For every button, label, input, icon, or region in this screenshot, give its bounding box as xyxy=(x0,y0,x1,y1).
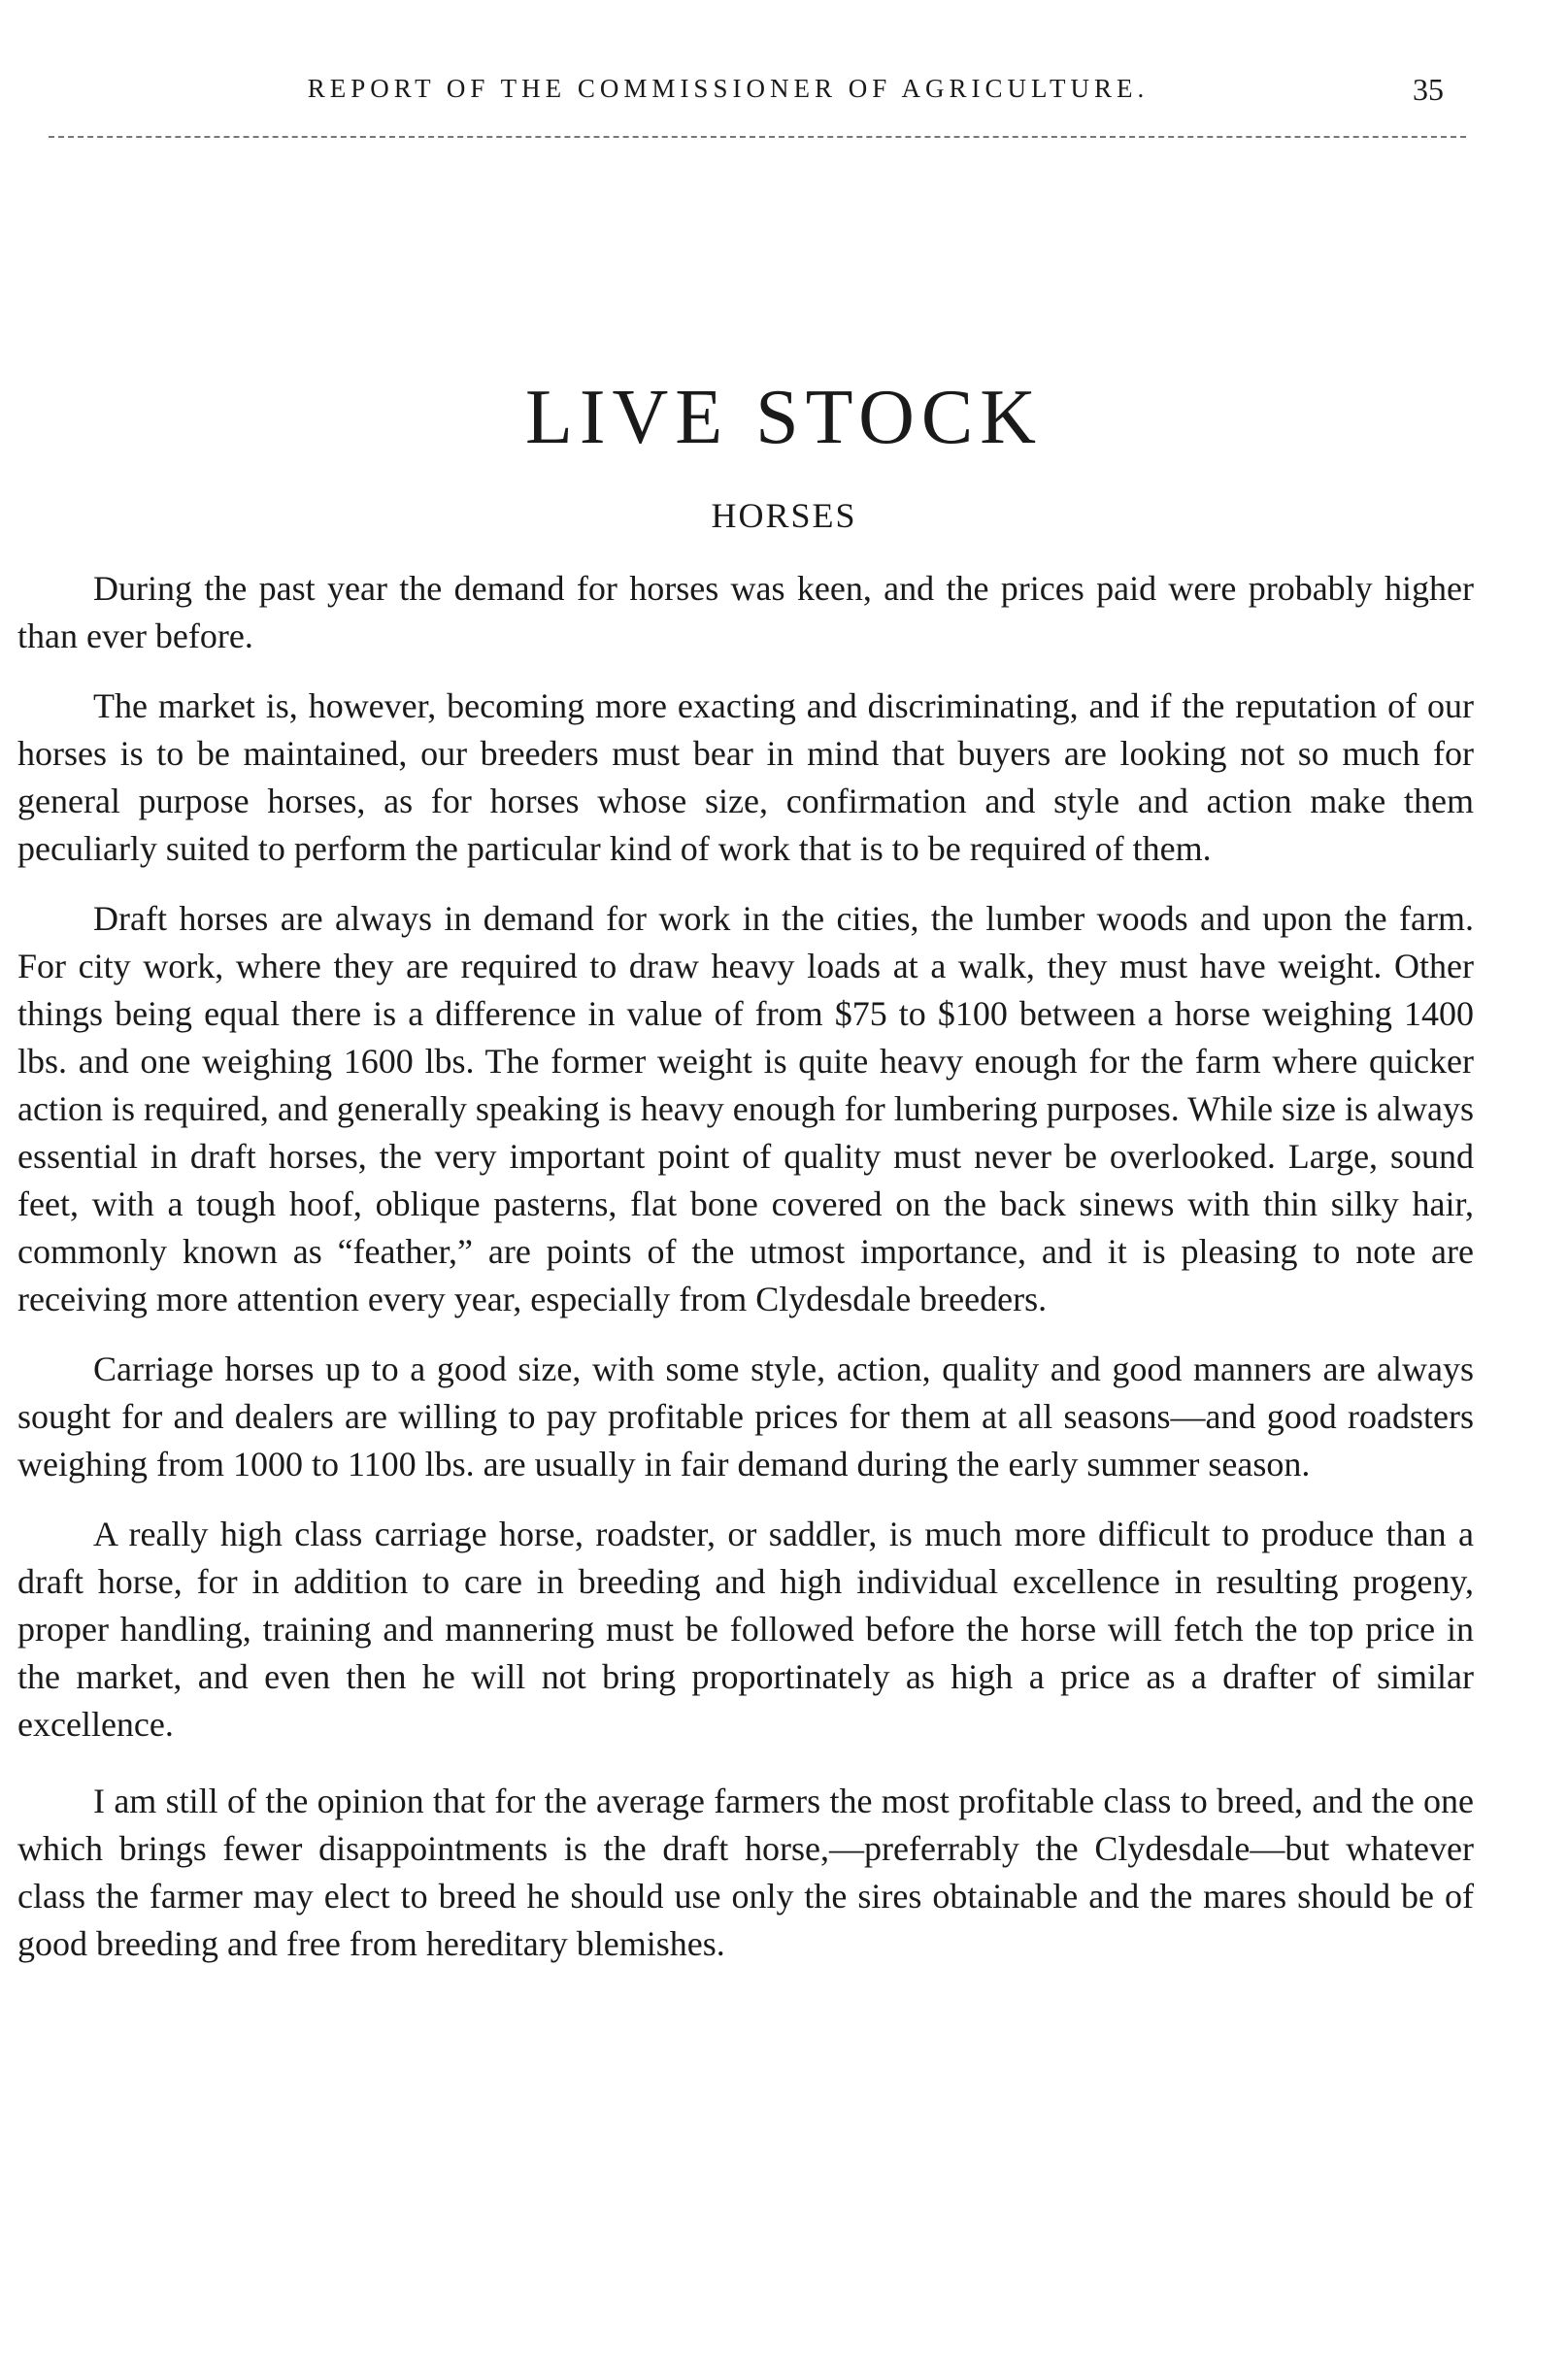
paragraph: Draft horses are always in demand for work in the cities, the lumber woods and upon the farm. For city work, where they are required to draw heavy loads at a walk, they must have weight. Other things being equal there is a difference in value of from $75 to $100 between a horse weighing 1400 lbs. and one weighing 1600 lbs. The former weight is quite heavy enough for the farm where quicker action is required, and generally speaking is heavy enough for lumbering purposes. While size is always essential in draft horses, the very important point of quality must never be overlooked. Large, sound feet, with a tough hoof, oblique pasterns, flat bone covered on the back sinews with thin silky hair, commonly known as “feather,” are points of the utmost importance, and it is pleasing to note are receiving more attention every year, especially from Clydesdale breeders. xyxy=(17,899,1474,1318)
article-body xyxy=(17,565,1474,1990)
paragraph: I am still of the opinion that for the average farmers the most profitable class to breed, and the one which brings fewer disappointments is the draft horse,—preferrably the Clydesdale—but whatever class the farmer may elect to breed he should use only the sires obtainable and the mares should be of good breeding and free from hereditary blemishes. xyxy=(17,1782,1474,1963)
page-header xyxy=(0,70,1568,118)
running-head: REPORT OF THE COMMISSIONER OF AGRICULTURE. xyxy=(307,74,1150,103)
paragraph: Carriage horses up to a good size, with some style, action, quality and good manners are always sought for and dealers are willing to pay profitable prices for them at all seasons—and good roadsters weighing from 1000 to 1100 lbs. are usually in fair demand during the early summer season. xyxy=(17,1350,1474,1483)
header-rule xyxy=(49,136,1466,138)
section-title: HORSES xyxy=(711,496,857,535)
paragraph: The market is, however, becoming more exacting and discriminating, and if the reputation of our horses is to be maintained, our breeders must bear in mind that buyers are looking not so much for general purpose horses, as for horses whose size, confirmation and style and action make them peculiarly suited to perform the particular kind of work that is to be required of them. xyxy=(17,686,1474,868)
paragraph: During the past year the demand for horses was keen, and the prices paid were probably higher than ever before. xyxy=(17,569,1474,655)
paragraph: A really high class carriage horse, roadster, or saddler, is much more difficult to produce than a draft horse, for in addition to care in breeding and high individual excellence in resulting progeny, proper handling, training and mannering must be followed before the horse will fetch the top price in the market, and even then he will not bring proportinately as high a price as a drafter of similar excellence. xyxy=(17,1515,1474,1744)
page-title: LIVE STOCK xyxy=(525,375,1043,460)
page-number: 35 xyxy=(1413,72,1444,107)
